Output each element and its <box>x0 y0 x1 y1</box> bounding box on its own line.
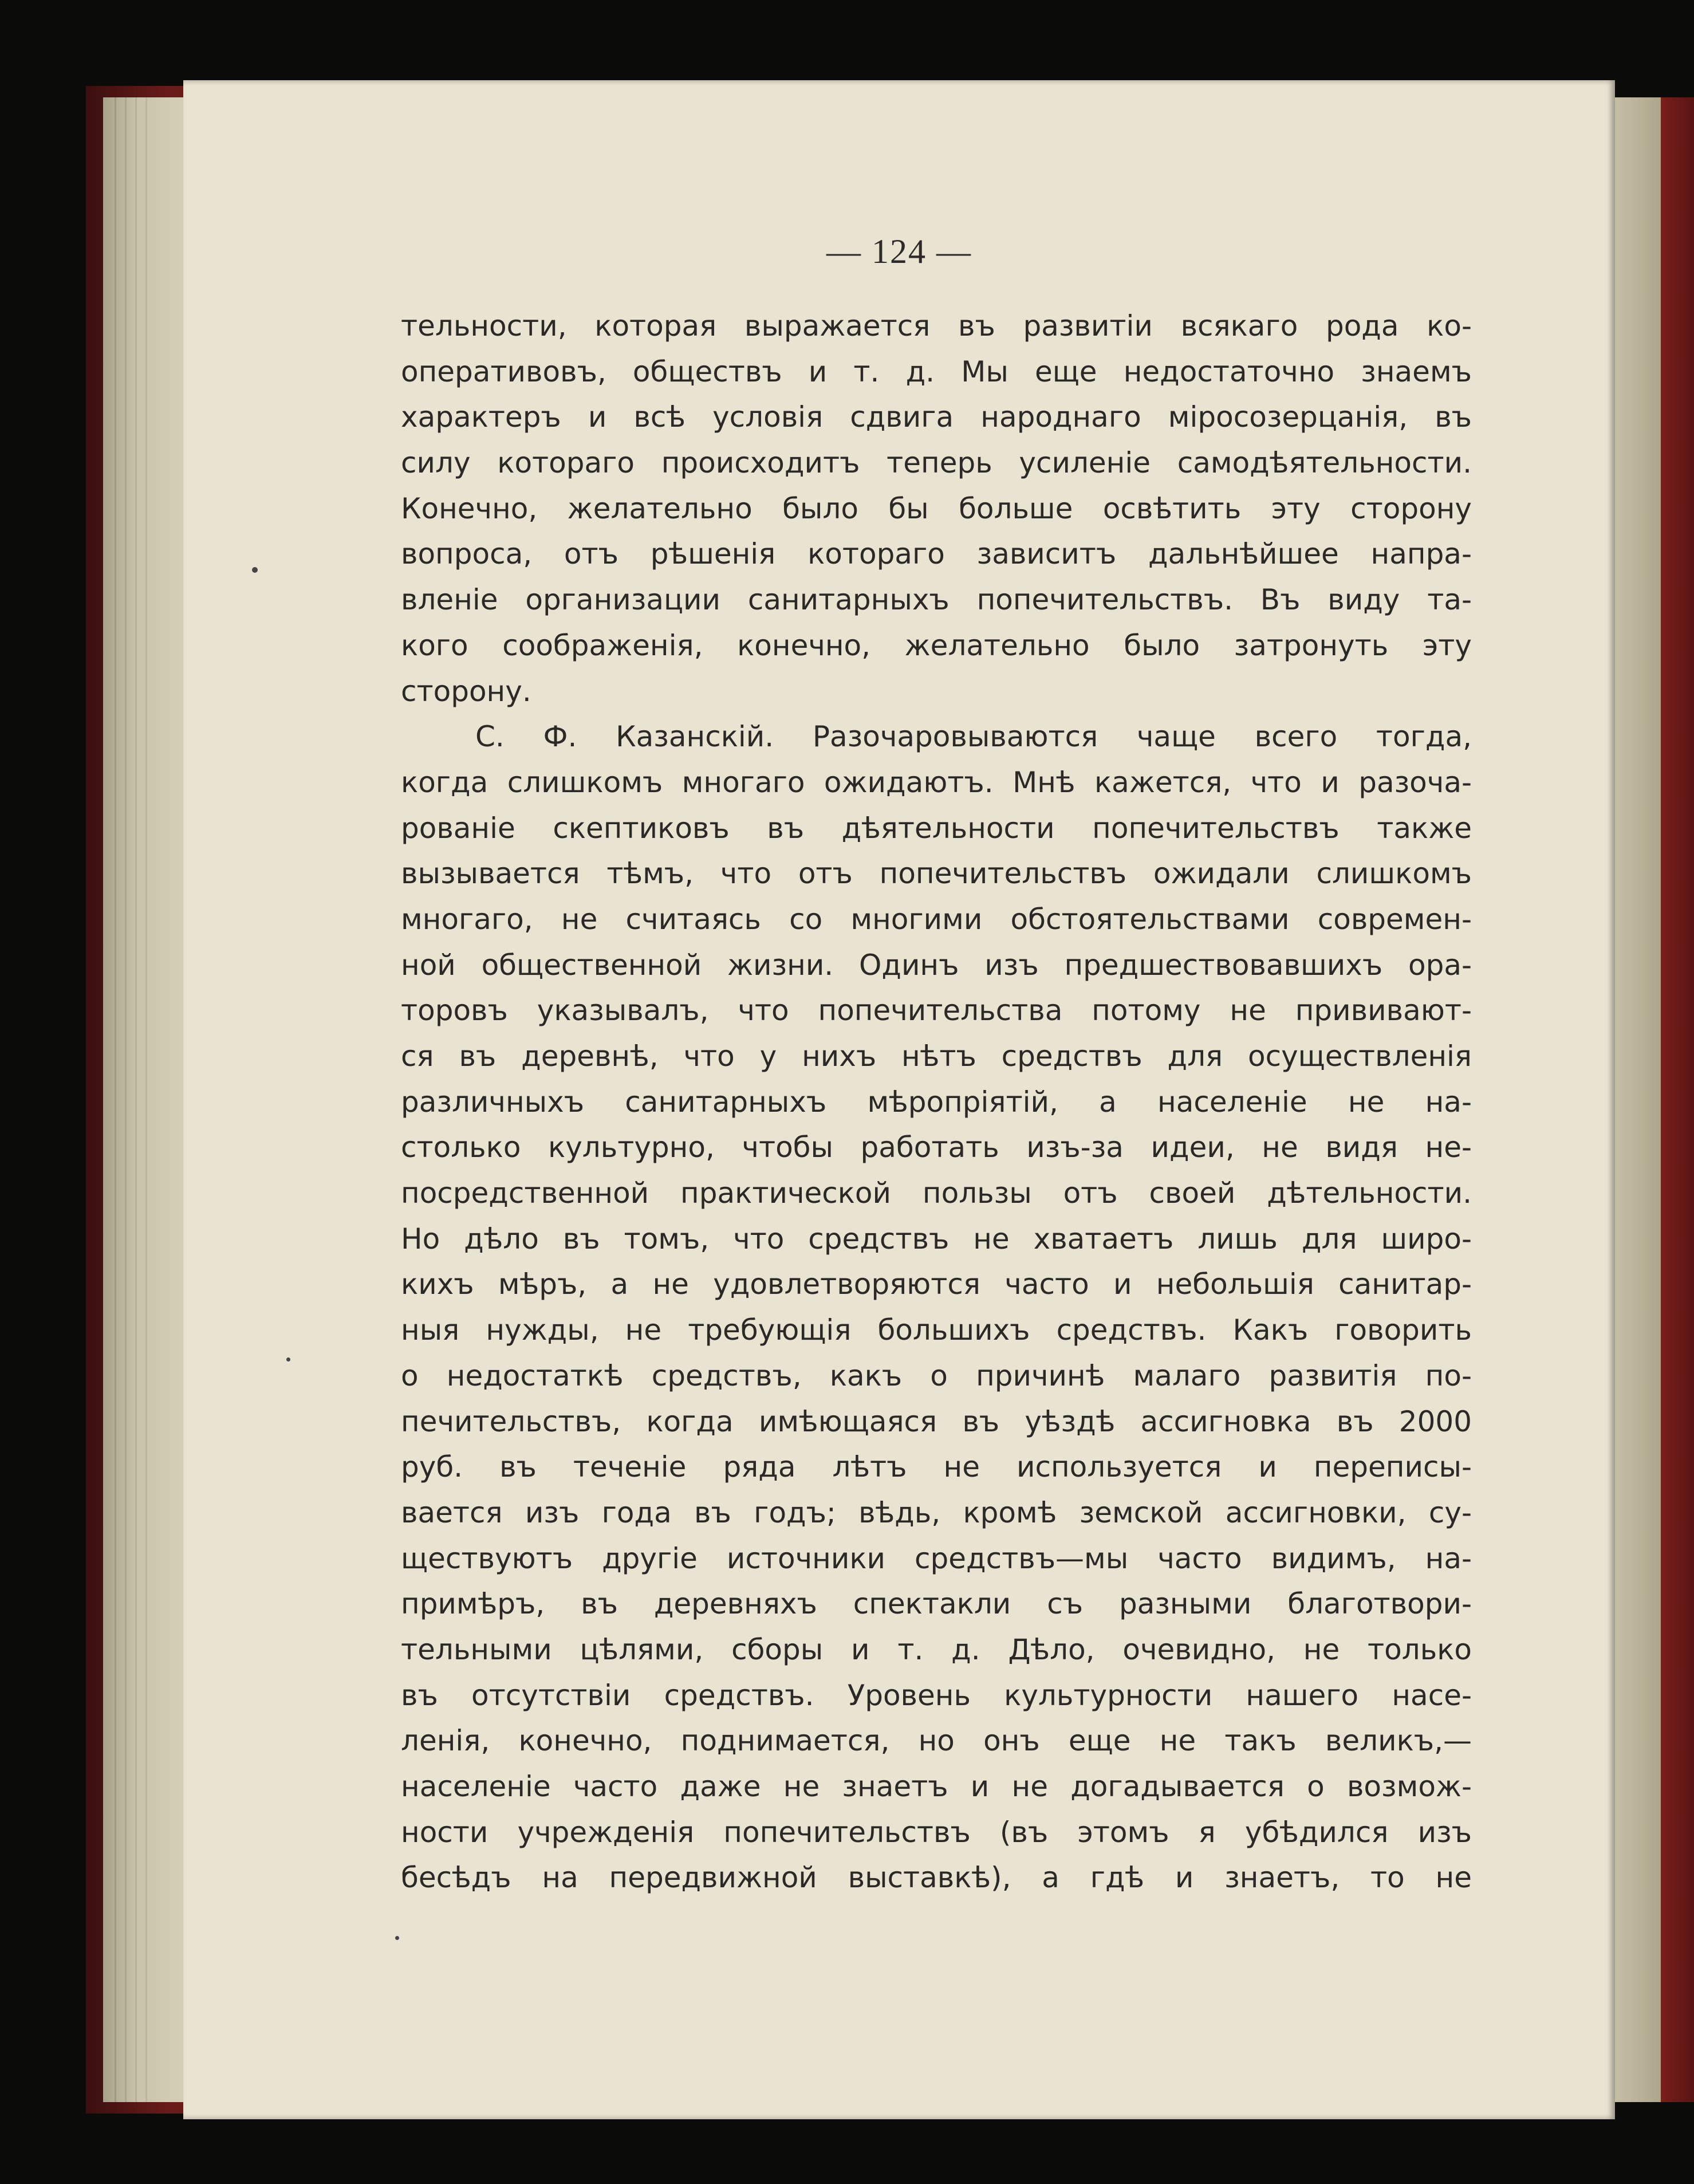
text-line: характеръ и всѣ условiя сдвига народнаго мiросозерцанiя, въ <box>401 400 1472 434</box>
text-line: кого соображенiя, конечно, желательно было затронуть эту <box>401 628 1472 662</box>
text-line: С. Ф. Казанскiй. Разочаровываются чаще всего тогда, <box>475 720 1472 754</box>
text-line: столько культурно, чтобы работать изъ-за идеи, не видя не- <box>401 1131 1472 1164</box>
text-line: тельными цѣлями, сборы и т. д. Дѣло, очевидно, не только <box>401 1632 1472 1666</box>
text-line: тельности, которая выражается въ развитiи всякаго рода ко- <box>401 309 1472 343</box>
text-line: когда слишкомъ многаго ожидаютъ. Мнѣ кажется, что и разоча- <box>401 765 1472 799</box>
text-line: печительствъ, когда имѣющаяся въ уѣздѣ ассигновка въ 2000 <box>401 1404 1472 1438</box>
text-line: посредственной практической пользы отъ своей дѣтельности. <box>401 1176 1472 1210</box>
left-page-stack <box>103 97 189 2102</box>
text-line: различныхъ санитарныхъ мѣропрiятiй, а населенiе не на- <box>401 1085 1472 1119</box>
paragraph-2 <box>401 714 1472 1901</box>
text-line: вленiе организации санитарныхъ попечительствъ. Въ виду та- <box>401 583 1472 617</box>
page-body <box>401 304 1472 1901</box>
text-line: о недостаткѣ средствъ, какъ о причинѣ малаго развитiя по- <box>401 1359 1472 1392</box>
text-line: Но дѣло въ томъ, что средствъ не хватаетъ лишь для широ- <box>401 1222 1472 1256</box>
text-line: вопроса, отъ рѣшенiя котораго зависитъ дальнѣйшее напра- <box>401 537 1472 571</box>
text-line: ленiя, конечно, поднимается, но онъ еще не такъ великъ,— <box>401 1724 1472 1758</box>
text-line: кихъ мѣръ, а не удовлетворяются часто и небольшiя санитар- <box>401 1268 1472 1301</box>
text-line: Конечно, желательно было бы больше освѣтить эту сторону <box>401 491 1472 525</box>
paper-speck <box>252 567 258 573</box>
text-line: примѣръ, въ деревняхъ спектакли съ разными благотвори- <box>401 1587 1472 1621</box>
text-line: сторону. <box>401 674 531 708</box>
text-line: населенiе часто даже не знаетъ и не догадывается о возмож- <box>401 1770 1472 1803</box>
book-cover-right <box>1661 97 1694 2102</box>
text-line: вается изъ года въ годъ; вѣдь, кромѣ земской ассигновки, су- <box>401 1496 1472 1529</box>
text-line: оперативовъ, обществъ и т. д. Мы еще недостаточно знаемъ <box>401 355 1472 388</box>
text-line: рованiе скептиковъ въ дѣятельности попечительствъ также <box>401 811 1472 845</box>
text-line: торовъ указывалъ, что попечительства потому не прививают- <box>401 994 1472 1028</box>
text-line: многаго, не считаясь со многими обстоятельствами современ- <box>401 902 1472 936</box>
page-number: — 124 — <box>826 233 972 270</box>
text-line: ществуютъ другiе источники средствъ—мы часто видимъ, на- <box>401 1541 1472 1575</box>
text-line: ся въ деревнѣ, что у нихъ нѣтъ средствъ для осуществленiя <box>401 1040 1472 1073</box>
paragraph-1 <box>401 304 1472 714</box>
text-line: бесѣдъ на передвижной выставкѣ), а гдѣ и знаетъ, то не <box>401 1861 1472 1895</box>
text-line: ныя нужды, не требующiя большихъ средствъ. Какъ говорить <box>401 1313 1472 1347</box>
text-line: руб. въ теченiе ряда лѣтъ не используется и переписы- <box>401 1450 1472 1484</box>
text-line: ной общественной жизни. Одинъ изъ предшествовавшихъ ора- <box>401 948 1472 982</box>
paper-speck <box>286 1357 290 1361</box>
text-line: въ отсутствiи средствъ. Уровень культурности нашего насе- <box>401 1678 1472 1712</box>
paper-speck <box>395 1936 399 1940</box>
text-line: силу котораго происходитъ теперь усиленiе самодѣятельности. <box>401 446 1472 480</box>
text-line: вызывается тѣмъ, что отъ попечительствъ ожидали слишкомъ <box>401 857 1472 891</box>
text-line: ности учрежденiя попечительствъ (въ этомъ я убѣдился изъ <box>401 1815 1472 1849</box>
